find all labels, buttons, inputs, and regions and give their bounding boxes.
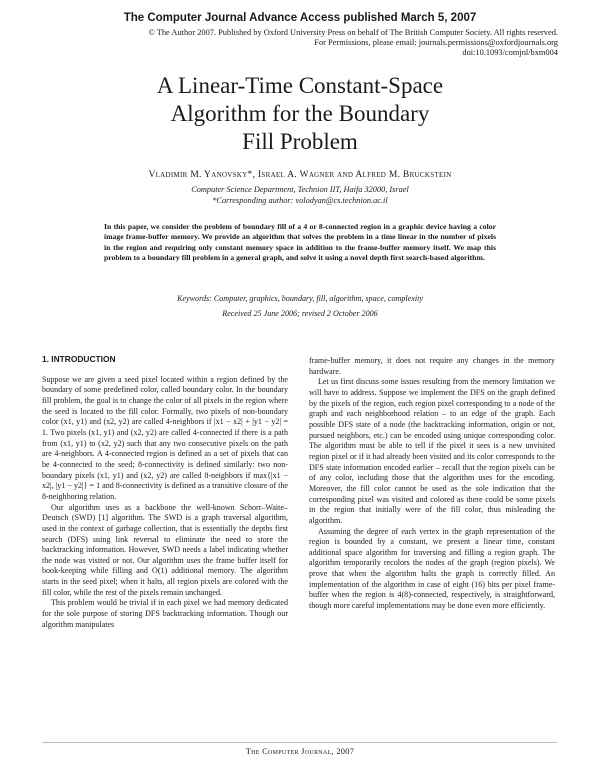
title-line-3: Fill Problem [242,129,358,154]
paragraph: frame-buffer memory, it does not require any changes in the memory hardware. [309,356,555,376]
title-line-1: A Linear-Time Constant-Space [156,73,444,98]
permissions-line: For Permissions, please email: journals.permissions@oxfordjournals.org [314,38,558,48]
author-list: Vladimir M. Yanovsky*, Israel A. Wagner and Alfred M. Bruckstein [148,170,452,180]
right-column [309,356,555,612]
paragraph: Let us first discuss some issues resulting from the memory limitation we will have to address. Suppose we implement the DFS on the graph defined by the pixels of the region, each region pixel corresponding to a node of the graph and each neighborhood relation – to an edge of the graph. Each possible DFS state of a node (the backtracking information, origin or not, pursued neighbors, etc.) can be encoded using unique corresponding color. The algorithm must be able to tell if the pixel it sees is a new unvisited region pixel or if it had already been visited and its color corresponds to the DFS state information encoded earlier – recall that the region pixels can be of any color, including those that the algorithm uses for the encoding. Moreover, the fill color cannot be used as the sole indication that the corresponding pixel was visited and colored as there could be some pixels in the region that initially were of the fill color, thus misleading the algorithm. [309,377,555,525]
abstract: In this paper, we consider the problem of boundary fill of a 4 or 8-connected region in a graphic device having a color image frame-buffer memory. We provide an algorithm that solves the problem in a time linear in the number of pixels in the region and requiring only constant memory space in addition to the frame-buffer memory itself. We map this problem to a boundary fill problem in a general graph, and solve it using a novel depth first search-based algorithm. [104,222,496,263]
received-dates: Received 25 June 2006; revised 2 October 2006 [222,309,378,318]
corresponding-author: *Corresponding author: volodyan@cs.technion.ac.il [212,196,388,205]
copyright-line: © The Author 2007. Published by Oxford University Press on behalf of The British Computer Society. All rights reserved. [148,28,558,37]
paper-title [0,72,600,156]
paragraph: Suppose we are given a seed pixel located within a region defined by the boundary of some predefined color, called boundary color. In the boundary fill problem, the goal is to change the color of all pixels in the region where the seed is located to the fill color. Formally, two pixels of non-boundary color (x1, y1) and (x2, y2) are called 4-neighbors if |x1 − x2| + |y1 − y2| = 1. Two pixels (x1, y1) and (x2, y2) are called 4-connected if there is a path from (x1, y1) to (x2, y2) such that any two consecutive pixels on the path are 4-neighbors. A 4-connected region is defined as a set of pixels that can be 4-connected to the seed; 8-connectivity is defined similarly: two non-boundary pixels (x1, y1) and (x2, y2) are called 8-neighbors if max{|x1 − x2|, |y1 − y2|} = 1 and 8-connectivity is defined as a transitive closure of the 8-neighboring relation. [42,374,288,501]
paragraph: Assuming the degree of each vertex in the graph representation of the region is bounded by a constant, we present a linear time, constant additional space algorithm for traversing and filling a region graph. The algorithm temporarily recolors the nodes of the graph (region pixels). We prove that when the algorithm halts the graph is correctly filled. An implementation of the algorithm in case of eight (16) bits per pixel frame-buffer when the region is 4(8)-connected, respectively, is straightforward, though more careful implementations may be done even more efficiently. [309,526,555,611]
keywords: Keywords: Computer, graphics, boundary, fill, algorithm, space, complexity [177,294,423,303]
keywords-block [0,291,600,321]
affiliation-block [0,184,600,206]
advance-access-banner: The Computer Journal Advance Access published March 5, 2007 [123,12,477,24]
paragraph: This problem would be trivial if in each pixel we had memory dedicated for the sole purpose of storing DFS backtracking information. Though our algorithm manipulates [42,598,288,629]
section-heading: 1. INTRODUCTION [42,354,116,364]
paragraph: Our algorithm uses as a backbone the well-known Schorr–Waite–Deutsch (SWD) [1] algorithm. The SWD is a graph traversal algorithm, used in the context of garbage collection, that is essentially the depths first search (DFS) using link reversal to eliminate the need to store the backtracking information. However, SWD needs a label indicating whether the node was visited or not. Our algorithm uses the frame buffer itself for book-keeping while filling and O(1) additional memory. The algorithm starts in the seed pixel; when it halts, all region pixels are colored with the fill color, while the rest of the pixels remain unchanged. [42,502,288,597]
title-line-2: Algorithm for the Boundary [170,101,430,126]
copyright-block [148,28,558,59]
journal-footer: The Computer Journal, 2007 [245,747,355,756]
footer-divider [42,742,557,743]
affiliation: Computer Science Department, Technion IIT, Haifa 32000, Israel [191,185,409,194]
left-column [42,354,288,630]
doi: doi:10.1093/comjnl/bxm004 [462,48,558,58]
